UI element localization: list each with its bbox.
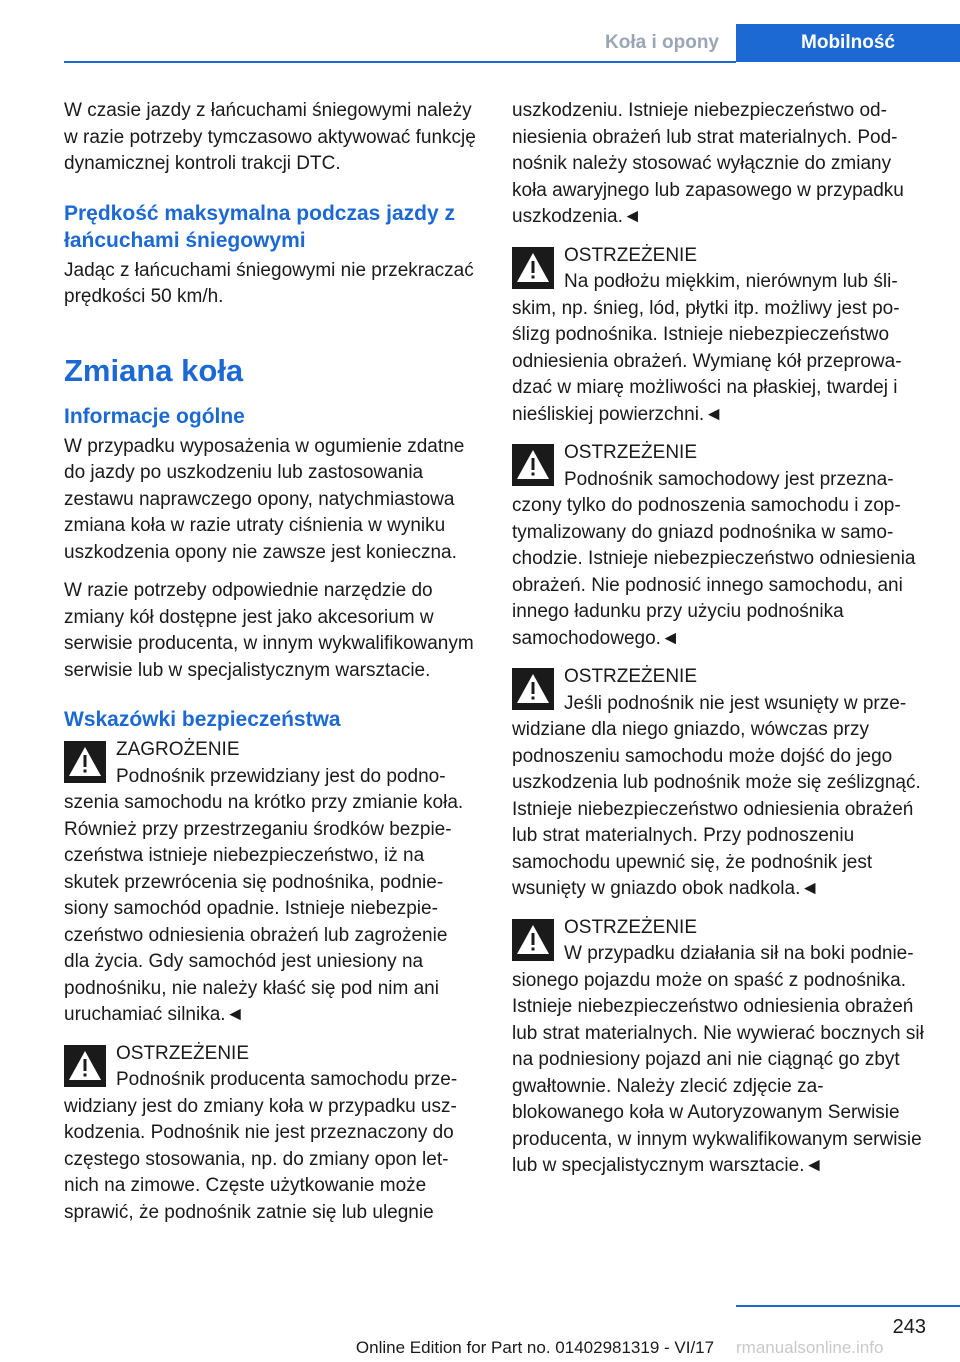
- page-number: 243: [892, 1316, 926, 1338]
- heading-max-speed: Prędkość maksymalna podczas jazdy z łańcuchami śniegowymi: [64, 201, 456, 252]
- warning-triangle-icon: [512, 444, 554, 486]
- heading-general-info: Informacje ogólne: [64, 404, 245, 428]
- warning-title: OSTRZEŻENIE: [564, 916, 698, 938]
- warning-title: OSTRZEŻENIE: [116, 1042, 250, 1064]
- warning-block-surface: [512, 243, 928, 429]
- footer-divider: [736, 1305, 960, 1307]
- warning-title: OSTRZEŻENIE: [564, 442, 698, 463]
- warning-text: W przypadku działania sił na boki podniesionego pojazdu może on spaść z podnośnika. Istnieje niebezpieczeństwo odniesienia obrażeń lub strat materialnych. Nie wywierać bocznych sił na podniesiony pojazd ani nie ciągnąć go zbyt gwałtownie. Należy zlecić zdjęcie zablokowanego koła w Autoryzowanym Serwisie producenta, w innym wykwalifikowanym serwisie lub w specjalistycznym warsztacie.◄: [512, 943, 924, 1176]
- warning-block-danger: [64, 737, 476, 1029]
- header-chapter-tab: Mobilność: [736, 24, 960, 62]
- paragraph-general-1: W przypadku wyposażenia w ogumienie zdatne do jazdy po uszkodzeniu lub zastosowania zestawu naprawczego opony, natychmiastowa zmiana koła w razie utraty ciśnienia w wyniku uszkodzenia opony nie zawsze jest konieczna.: [64, 435, 465, 563]
- warning-triangle-icon: [64, 741, 106, 783]
- edition-footer: Online Edition for Part no. 01402981319 - VI/17: [355, 1338, 715, 1357]
- warning-block-jack-point: [512, 664, 928, 903]
- paragraph-continued: uszkodzeniu. Istnieje niebezpieczeństwo odniesienia obrażeń lub strat materialnych. Podnośnik należy stosować wyłącznie do zmiany koła awaryjnego lub zapasowego w przypadku uszkodzenia.◄: [512, 100, 904, 227]
- heading-safety: Wskazówki bezpieczeństwa: [64, 708, 341, 731]
- warning-text: Podnośnik przewidziany jest do podnoszenia samochodu na krótko przy zmianie koła. Również przy przestrzeganiu środków bezpieczeństwa istnieje niebezpieczeństwo, iż na skutek przewrócenia się podnośnika, podniesiony samochód opadnie. Istnieje niebezpieczeństwo odniesienia obrażeń lub zagrożenie dla życia. Gdy samochód jest uniesiony na podnośniku, nie należy kłaść się pod nim ani uruchamiać silnika.◄: [64, 765, 464, 1025]
- heading-wheel-change: Zmiana koła: [64, 352, 244, 388]
- warning-title: OSTRZEŻENIE: [564, 244, 698, 266]
- left-column: [64, 98, 476, 1238]
- paragraph-max-speed: Jadąc z łańcuchami śniegowymi nie przekraczać prędkości 50 km/h.: [64, 259, 474, 307]
- right-column: [512, 98, 928, 1192]
- warning-triangle-icon: [512, 668, 554, 710]
- warning-text: Jeśli podnośnik nie jest wsunięty w przewidziane dla niego gniazdo, wówczas przy podnoszeniu samochodu może dojść do jego uszkodzenia lub podnośnik może się ześlizgnąć. Istnieje niebezpieczeństwo odniesienia obrażeń lub strat materialnych. Przy podnoszeniu samochodu upewnić się, że podnośnik jest wsunięty w gniazdo obok nadkola.◄: [512, 692, 921, 899]
- header-section-tab: Koła i opony: [605, 32, 719, 53]
- paragraph-general-2: W razie potrzeby odpowiednie narzędzie do zmiany kół dostępne jest jako akcesorium w serwisie producenta, w innym wykwalifikowanym serwisie lub w specjalistycznym warsztacie.: [64, 580, 474, 681]
- warning-text: Podnośnik producenta samochodu przewidziany jest do zmiany koła w przypadku uszkodzenia. Podnośnik nie jest przeznaczony do częstego stosowania, np. do zmiany opon letnich na zimowe. Częste użytkowanie może sprawić, że podnośnik zatnie się lub ulegnie: [64, 1069, 458, 1223]
- warning-triangle-icon: [64, 1045, 106, 1087]
- warning-block-vehicle-only: [512, 440, 928, 652]
- paragraph-dtc: W czasie jazdy z łańcuchami śniegowymi należy w razie potrzeby tymczasowo aktywować funkcję dynamicznej kontroli trakcji DTC.: [64, 100, 476, 174]
- header-divider: [64, 61, 736, 63]
- warning-triangle-icon: [512, 247, 554, 289]
- watermark: rmanualsonline.info: [736, 1338, 884, 1357]
- warning-title: ZAGROŻENIE: [116, 739, 240, 760]
- warning-triangle-icon: [512, 919, 554, 961]
- warning-text: Na podłożu miękkim, nierównym lub śliskim, np. śnieg, lód, płytki itp. możliwy jest poślizg podnośnika. Istnieje niebezpieczeństwo odniesienia obrażeń. Wymianę kół przeprowadzać w miarę możliwości na płaskiej, twardej i nieśliskiej powierzchni.◄: [512, 271, 902, 425]
- warning-block-jack: [64, 1041, 476, 1227]
- warning-text: Podnośnik samochodowy jest przeznaczony tylko do podnoszenia samochodu i zoptymalizowany do gniazd podnośnika w samochodzie. Istnieje niebezpieczeństwo odniesienia obrażeń. Nie podnosić innego samochodu, ani innego ładunku przy użyciu podnośnika samochodowego.◄: [512, 468, 916, 649]
- warning-title: OSTRZEŻENIE: [564, 666, 698, 687]
- warning-block-side-forces: [512, 915, 928, 1180]
